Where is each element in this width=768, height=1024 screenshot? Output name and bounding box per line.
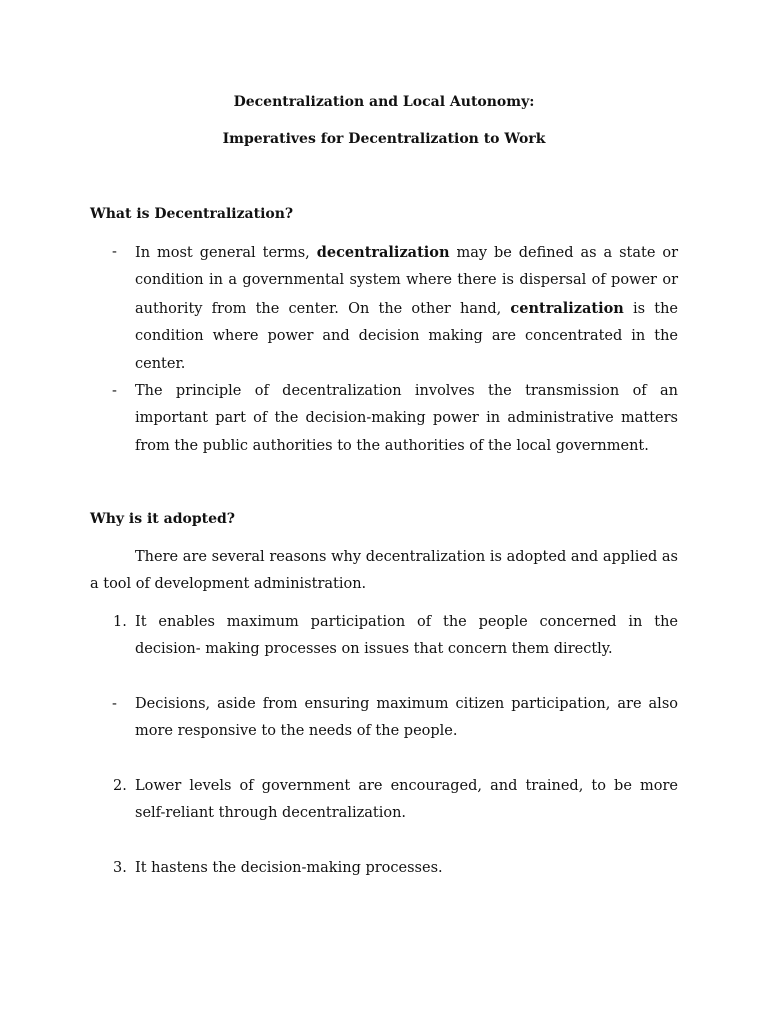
bullet-marker: -	[112, 244, 117, 260]
document-subtitle: Imperatives for Decentralization to Work	[222, 131, 546, 147]
term-decentralization: decentralization	[316, 244, 450, 261]
reason-item-3	[90, 855, 678, 882]
list-item	[90, 239, 678, 378]
reason-text: It hastens the decision-making processes.	[135, 860, 443, 876]
reason-text: Lower levels of government are encouraged, and trained, to be more self-reliant through decentralization.	[135, 778, 678, 822]
document-title: Decentralization and Local Autonomy:	[233, 94, 535, 110]
reason-item-1	[90, 609, 678, 664]
definition-list	[90, 239, 678, 460]
reason-item-2	[90, 773, 678, 828]
reason-text: Decisions, aside from ensuring maximum citizen participation, are also more responsive to the needs of the people.	[135, 696, 678, 740]
list-item	[90, 378, 678, 460]
section-heading-why: Why is it adopted?	[90, 511, 235, 527]
number-marker: 3.	[113, 860, 127, 876]
bullet-marker: -	[112, 696, 117, 712]
section-heading-what: What is Decentralization?	[90, 206, 294, 222]
reason-text: It enables maximum participation of the people concerned in the decision- making processes on issues that concern them directly.	[135, 614, 678, 658]
term-centralization: centralization	[510, 299, 624, 317]
intro-paragraph: There are several reasons why decentralization is adopted and applied as a tool of development administration.	[90, 549, 678, 593]
principle-text: The principle of decentralization involves the transmission of an important part of the decision-making power in administrative matters from the public authorities to the authorities of the local government.	[135, 383, 678, 454]
number-marker: 1.	[113, 614, 127, 630]
definition-text: In most general terms, decentralization may be defined as a state or condition in a governmental system where there is dispersal of power or authority from the center. On the other hand, centralization is the condition where power and decision making are concentrated in the center.	[135, 244, 678, 372]
number-marker: 2.	[113, 778, 127, 794]
bullet-marker: -	[112, 383, 117, 400]
reason-dash-item	[90, 691, 678, 746]
